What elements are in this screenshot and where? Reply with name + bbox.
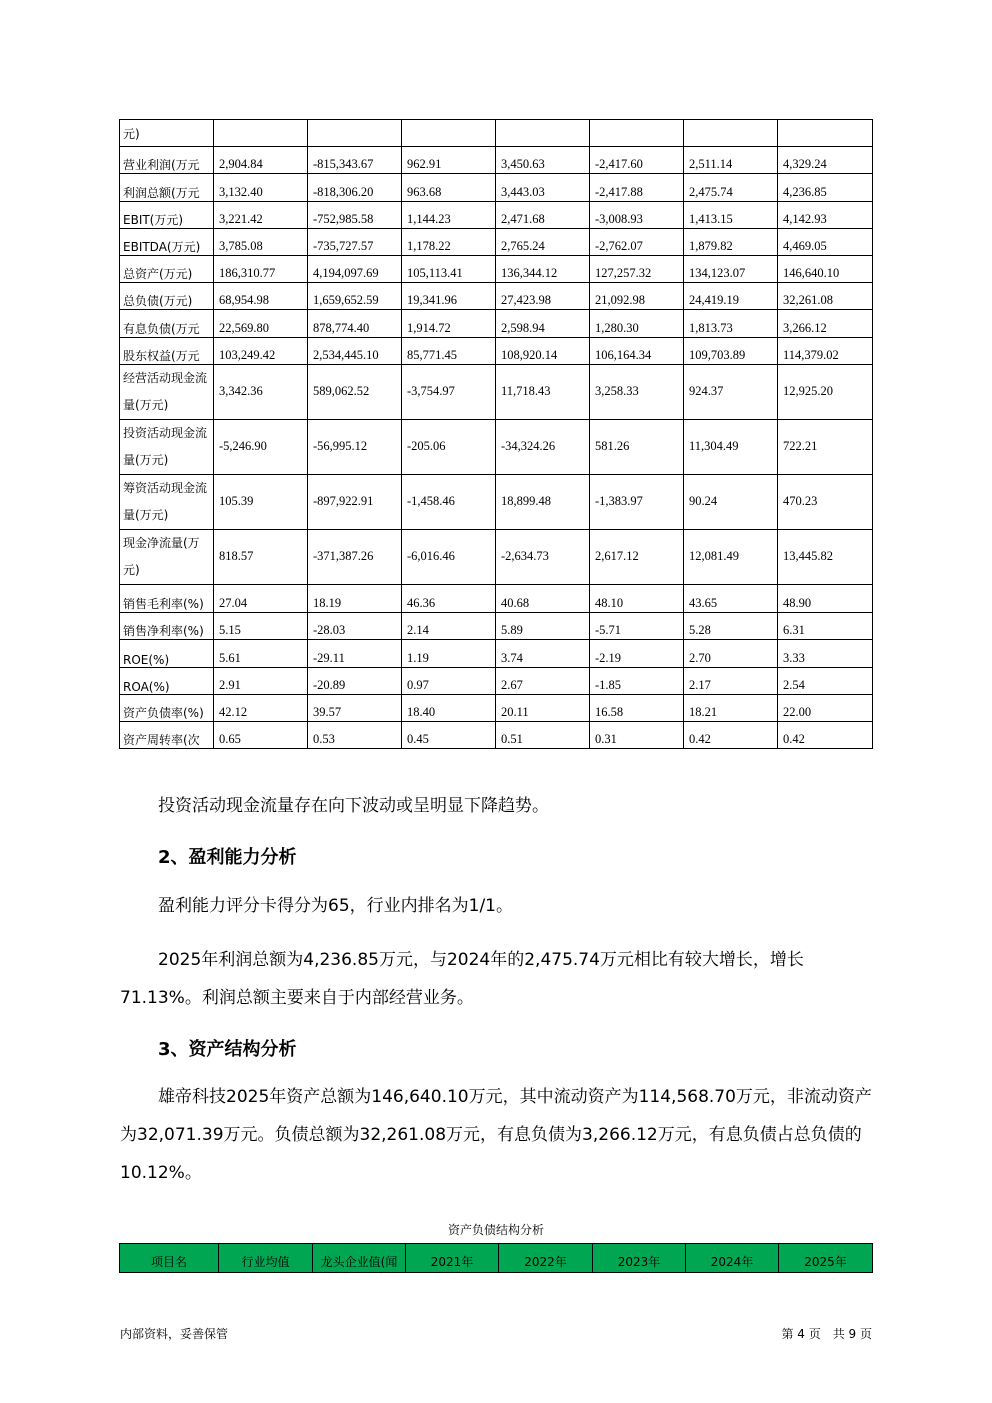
row-label: 现金净流量(万元)	[120, 530, 214, 585]
value-cell: 27,423.98	[496, 283, 590, 310]
value-cell: 1.19	[402, 640, 496, 668]
table-row	[120, 338, 873, 365]
value-cell: -2,417.60	[590, 147, 684, 174]
value-cell: 1,144.23	[402, 202, 496, 229]
value-cell: 2,471.68	[496, 202, 590, 229]
empty-cell	[496, 120, 590, 147]
value-cell: 2,475.74	[684, 174, 778, 202]
value-cell: -2,634.73	[496, 530, 590, 585]
value-cell: 12,081.49	[684, 530, 778, 585]
value-cell: 4,142.93	[778, 202, 873, 229]
value-cell: 11,304.49	[684, 420, 778, 475]
value-cell: 3.74	[496, 640, 590, 668]
table-header-row	[120, 1244, 873, 1273]
value-cell: -29.11	[308, 640, 402, 668]
value-cell: 4,329.24	[778, 147, 873, 174]
row-label: 投资活动现金流量(万元)	[120, 420, 214, 475]
value-cell: 27.04	[214, 585, 308, 613]
value-cell: -28.03	[308, 613, 402, 640]
value-cell: 11,718.43	[496, 365, 590, 420]
value-cell: 2.67	[496, 668, 590, 695]
value-cell: 589,062.52	[308, 365, 402, 420]
value-cell: 5.15	[214, 613, 308, 640]
value-cell: 2,765.24	[496, 229, 590, 256]
value-cell: 16.58	[590, 695, 684, 722]
value-cell: 21,092.98	[590, 283, 684, 310]
value-cell: 127,257.32	[590, 256, 684, 283]
table-row	[120, 640, 873, 668]
value-cell: 0.51	[496, 722, 590, 749]
header-cell: 2021年	[406, 1244, 499, 1273]
table-row	[120, 695, 873, 722]
value-cell: 1,879.82	[684, 229, 778, 256]
table-row	[120, 613, 873, 640]
paragraph-asset-structure: 雄帝科技2025年资产总额为146,640.10万元，其中流动资产为114,568.70万元，非流动资产为32,071.39万元。负债总额为32,261.08万元，有息负债为3,266.12万元，有息负债占总负债的10.12%。	[120, 1087, 872, 1183]
header-cell: 行业均值	[219, 1244, 313, 1273]
value-cell: 0.53	[308, 722, 402, 749]
value-cell: 5.89	[496, 613, 590, 640]
table-row	[120, 530, 873, 585]
table-row	[120, 585, 873, 613]
value-cell: 1,659,652.59	[308, 283, 402, 310]
value-cell: 106,164.34	[590, 338, 684, 365]
value-cell: 963.68	[402, 174, 496, 202]
value-cell: 114,379.02	[778, 338, 873, 365]
value-cell: 3,266.12	[778, 310, 873, 338]
value-cell: -1.85	[590, 668, 684, 695]
value-cell: 2,617.12	[590, 530, 684, 585]
value-cell: 3,785.08	[214, 229, 308, 256]
value-cell: 0.42	[684, 722, 778, 749]
value-cell: -205.06	[402, 420, 496, 475]
value-cell: 186,310.77	[214, 256, 308, 283]
value-cell: 105,113.41	[402, 256, 496, 283]
row-label: EBITDA(万元)	[120, 229, 214, 256]
value-cell: 3,443.03	[496, 174, 590, 202]
header-cell: 2024年	[686, 1244, 779, 1273]
row-label: ROA(%)	[120, 668, 214, 695]
value-cell: -371,387.26	[308, 530, 402, 585]
table-row	[120, 229, 873, 256]
row-label: 利润总额(万元	[120, 174, 214, 202]
value-cell: -1,383.97	[590, 475, 684, 530]
empty-cell	[778, 120, 873, 147]
value-cell: 0.42	[778, 722, 873, 749]
header-cell: 2023年	[593, 1244, 686, 1273]
header-cell: 2025年	[779, 1244, 873, 1273]
row-label: EBIT(万元)	[120, 202, 214, 229]
table-row	[120, 365, 873, 420]
empty-cell	[214, 120, 308, 147]
value-cell: 18.19	[308, 585, 402, 613]
paragraph-profitability-score: 盈利能力评分卡得分为65，行业内排名为1/1。	[158, 896, 513, 916]
value-cell: 46.36	[402, 585, 496, 613]
value-cell: 962.91	[402, 147, 496, 174]
value-cell: 1,914.72	[402, 310, 496, 338]
row-label: 有息负债(万元	[120, 310, 214, 338]
value-cell: 2,598.94	[496, 310, 590, 338]
section-heading-asset-structure: 3、资产结构分析	[158, 1039, 297, 1060]
value-cell: 0.65	[214, 722, 308, 749]
value-cell: 3,132.40	[214, 174, 308, 202]
financial-data-table	[119, 119, 873, 749]
value-cell: 2.91	[214, 668, 308, 695]
table-row	[120, 147, 873, 174]
value-cell: 43.65	[684, 585, 778, 613]
value-cell: 24,419.19	[684, 283, 778, 310]
table-caption: 资产负债结构分析	[447, 1223, 544, 1237]
value-cell: -5.71	[590, 613, 684, 640]
value-cell: 3.33	[778, 640, 873, 668]
value-cell: 3,221.42	[214, 202, 308, 229]
value-cell: 40.68	[496, 585, 590, 613]
value-cell: 878,774.40	[308, 310, 402, 338]
value-cell: 39.57	[308, 695, 402, 722]
value-cell: 0.45	[402, 722, 496, 749]
row-label: 资产负债率(%)	[120, 695, 214, 722]
value-cell: 12,925.20	[778, 365, 873, 420]
value-cell: 18,899.48	[496, 475, 590, 530]
row-label: 销售净利率(%)	[120, 613, 214, 640]
value-cell: 18.40	[402, 695, 496, 722]
header-cell: 龙头企业值(闻	[313, 1244, 406, 1273]
value-cell: -2,762.07	[590, 229, 684, 256]
value-cell: 2,904.84	[214, 147, 308, 174]
value-cell: 818.57	[214, 530, 308, 585]
value-cell: 42.12	[214, 695, 308, 722]
value-cell: 108,920.14	[496, 338, 590, 365]
empty-cell	[590, 120, 684, 147]
value-cell: 2.17	[684, 668, 778, 695]
value-cell: 3,342.36	[214, 365, 308, 420]
value-cell: 85,771.45	[402, 338, 496, 365]
value-cell: -818,306.20	[308, 174, 402, 202]
row-label: ROE(%)	[120, 640, 214, 668]
value-cell: 134,123.07	[684, 256, 778, 283]
value-cell: 581.26	[590, 420, 684, 475]
value-cell: 20.11	[496, 695, 590, 722]
value-cell: 32,261.08	[778, 283, 873, 310]
value-cell: 6.31	[778, 613, 873, 640]
value-cell: 2,511.14	[684, 147, 778, 174]
value-cell: 1,280.30	[590, 310, 684, 338]
value-cell: 109,703.89	[684, 338, 778, 365]
table-row	[120, 722, 873, 749]
value-cell: -735,727.57	[308, 229, 402, 256]
value-cell: 4,469.05	[778, 229, 873, 256]
value-cell: -3,754.97	[402, 365, 496, 420]
value-cell: 68,954.98	[214, 283, 308, 310]
value-cell: 5.28	[684, 613, 778, 640]
value-cell: -2,417.88	[590, 174, 684, 202]
paragraph-investment-trend: 投资活动现金流量存在向下波动或呈明显下降趋势。	[158, 796, 549, 816]
table-row	[120, 283, 873, 310]
value-cell: 1,178.22	[402, 229, 496, 256]
value-cell: 0.31	[590, 722, 684, 749]
row-label: 股东权益(万元	[120, 338, 214, 365]
value-cell: -56,995.12	[308, 420, 402, 475]
value-cell: -1,458.46	[402, 475, 496, 530]
table-row	[120, 256, 873, 283]
row-label: 资产周转率(次	[120, 722, 214, 749]
value-cell: 19,341.96	[402, 283, 496, 310]
value-cell: 0.97	[402, 668, 496, 695]
section-heading-profitability: 2、盈利能力分析	[158, 847, 297, 868]
header-cell: 项目名	[120, 1244, 219, 1273]
value-cell: -5,246.90	[214, 420, 308, 475]
value-cell: 90.24	[684, 475, 778, 530]
value-cell: 4,236.85	[778, 174, 873, 202]
table-row	[120, 120, 873, 147]
value-cell: 13,445.82	[778, 530, 873, 585]
row-label: 销售毛利率(%)	[120, 585, 214, 613]
value-cell: 5.61	[214, 640, 308, 668]
balance-structure-table	[119, 1243, 873, 1273]
footer-confidential-note: 内部资料，妥善保管	[120, 1327, 229, 1341]
value-cell: 3,258.33	[590, 365, 684, 420]
value-cell: -2.19	[590, 640, 684, 668]
table-row	[120, 174, 873, 202]
footer-page-number: 第 4 页 共 9 页	[781, 1327, 872, 1341]
value-cell: 2.70	[684, 640, 778, 668]
value-cell: 22.00	[778, 695, 873, 722]
row-label: 总资产(万元)	[120, 256, 214, 283]
empty-cell	[402, 120, 496, 147]
value-cell: 18.21	[684, 695, 778, 722]
value-cell: 1,413.15	[684, 202, 778, 229]
value-cell: 22,569.80	[214, 310, 308, 338]
value-cell: -3,008.93	[590, 202, 684, 229]
table-row	[120, 202, 873, 229]
value-cell: 2,534,445.10	[308, 338, 402, 365]
value-cell: -20.89	[308, 668, 402, 695]
table-row	[120, 310, 873, 338]
value-cell: 924.37	[684, 365, 778, 420]
value-cell: 4,194,097.69	[308, 256, 402, 283]
value-cell: 105.39	[214, 475, 308, 530]
value-cell: 1,813.73	[684, 310, 778, 338]
value-cell: 2.54	[778, 668, 873, 695]
value-cell: 722.21	[778, 420, 873, 475]
value-cell: -6,016.46	[402, 530, 496, 585]
row-label: 元)	[120, 120, 214, 147]
empty-cell	[684, 120, 778, 147]
empty-cell	[308, 120, 402, 147]
row-label: 经营活动现金流量(万元)	[120, 365, 214, 420]
row-label: 总负债(万元)	[120, 283, 214, 310]
value-cell: 103,249.42	[214, 338, 308, 365]
value-cell: 48.90	[778, 585, 873, 613]
paragraph-total-profit: 2025年利润总额为4,236.85万元，与2024年的2,475.74万元相比有较大增长，增长71.13%。利润总额主要来自于内部经营业务。	[120, 950, 804, 1008]
table-row	[120, 420, 873, 475]
value-cell: 136,344.12	[496, 256, 590, 283]
value-cell: 48.10	[590, 585, 684, 613]
value-cell: -897,922.91	[308, 475, 402, 530]
header-cell: 2022年	[499, 1244, 593, 1273]
value-cell: -752,985.58	[308, 202, 402, 229]
table-row	[120, 475, 873, 530]
table-row	[120, 668, 873, 695]
value-cell: -34,324.26	[496, 420, 590, 475]
row-label: 筹资活动现金流量(万元)	[120, 475, 214, 530]
row-label: 营业利润(万元	[120, 147, 214, 174]
value-cell: 3,450.63	[496, 147, 590, 174]
value-cell: 470.23	[778, 475, 873, 530]
value-cell: -815,343.67	[308, 147, 402, 174]
value-cell: 2.14	[402, 613, 496, 640]
value-cell: 146,640.10	[778, 256, 873, 283]
